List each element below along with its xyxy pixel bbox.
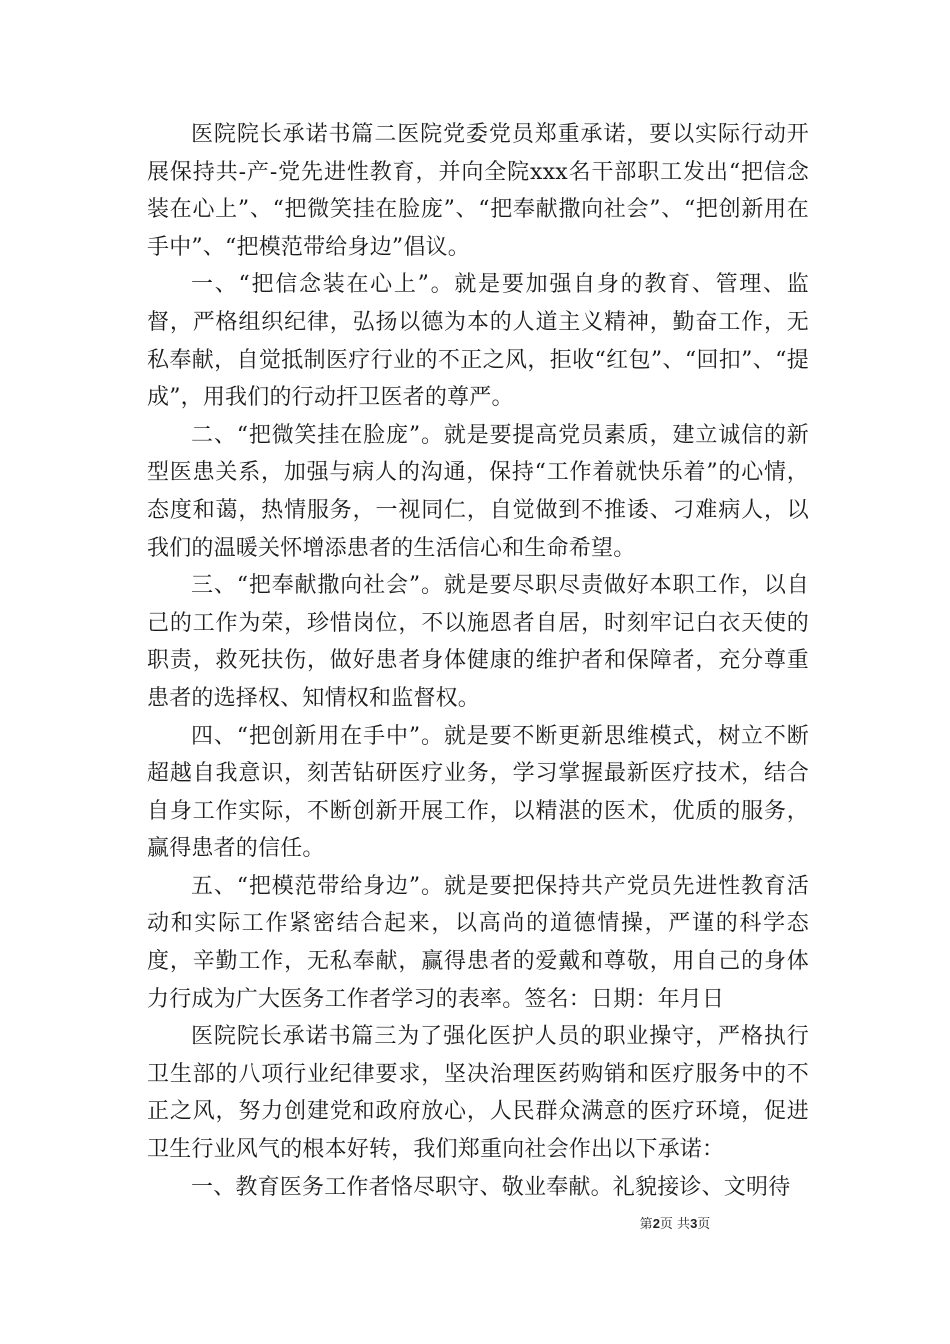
paragraph-item-one-belief: 一、“把信念装在心上”。就是要加强自身的教育、管理、监督，严格组织纪律，弘扬以德为本的人道主义精神，勤奋工作，无私奉献，自觉抵制医疗行业的不正之风，拒收“红包”、“回扣”、“提成”，用我们的行动扞卫医者的尊严。 xyxy=(147,272,809,411)
footer-total-pages: 3 xyxy=(690,1216,698,1231)
paragraph-intro-pledge-three: 医院院长承诺书篇三为了强化医护人员的职业操守，严格执行卫生部的八项行业纪律要求，坚决治理医药购销和医疗服务中的不正之风，努力创建党和政府放心，人民群众满意的医疗环境，促进卫生行业风气的根本好转，我们郑重向社会作出以下承诺： xyxy=(147,1024,809,1163)
paragraph-item-two-smile: 二、“把微笑挂在脸庞”。就是要提高党员素质，建立诚信的新型医患关系，加强与病人的沟通，保持“工作着就快乐着”的心情，态度和蔼，热情服务，一视同仁，自觉做到不推诿、刁难病人，以我们的温暖关怀增添患者的生活信心和生命希望。 xyxy=(147,422,809,561)
document-body xyxy=(147,116,809,1206)
footer-prefix: 第 xyxy=(639,1217,653,1232)
paragraph-item-five-model: 五、“把模范带给身边”。就是要把保持共产党员先进性教育活动和实际工作紧密结合起来，以高尚的道德情操，严谨的科学态度，辛勤工作，无私奉献，赢得患者的爱戴和尊敬，用自己的身体力行成为广大医务工作者学习的表率。签名：日期：年月日 xyxy=(147,873,809,1012)
footer-suffix: 页 xyxy=(697,1217,711,1232)
paragraph-item-three-dedication: 三、“把奉献撒向社会”。就是要尽职尽责做好本职工作，以自己的工作为荣，珍惜岗位，不以施恩者自居，时刻牢记白衣天使的职责，救死扶伤，做好患者身体健康的维护者和保障者，充分尊重患者的选择权、知情权和监督权。 xyxy=(147,573,809,711)
footer-middle: 页 共 xyxy=(659,1217,691,1232)
page-footer xyxy=(0,1213,950,1232)
paragraph-pledge-three-item-one: 一、教育医务工作者恪尽职守、敬业奉献。礼貌接诊、文明待 xyxy=(191,1174,791,1200)
footer-current-page: 2 xyxy=(652,1216,660,1231)
paragraph-item-four-innovation: 四、“把创新用在手中”。就是要不断更新思维模式，树立不断超越自我意识，刻苦钻研医疗业务，学习掌握最新医疗技术，结合自身工作实际，不断创新开展工作，以精湛的医术，优质的服务，赢得患者的信任。 xyxy=(147,723,809,862)
paragraph-intro-pledge-two: 医院院长承诺书篇二医院党委党员郑重承诺，要以实际行动开展保持共-产-党先进性教育，并向全院xxx名干部职工发出“把信念装在心上”、“把微笑挂在脸庞”、“把奉献撒向社会”、“把创新用在手中”、“把模范带给身边”倡议。 xyxy=(147,122,809,260)
